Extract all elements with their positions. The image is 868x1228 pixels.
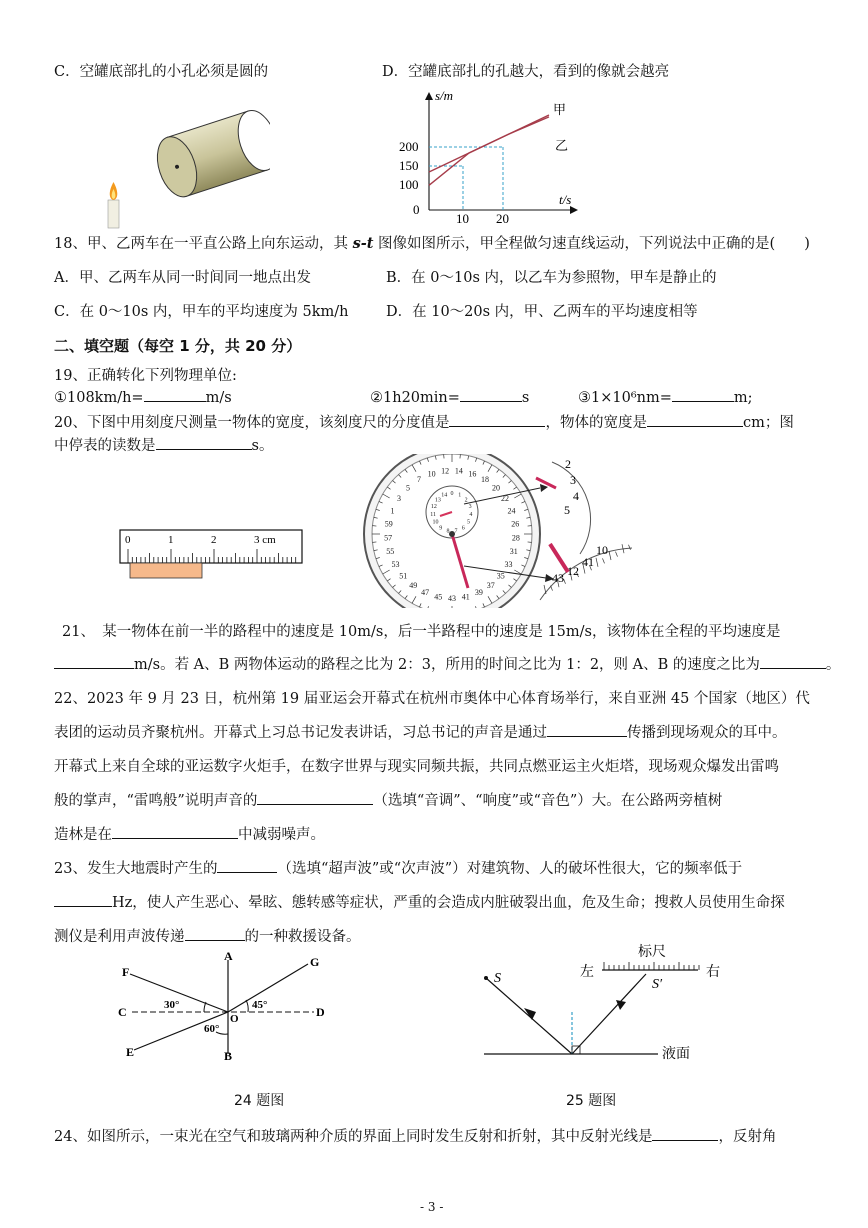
dial-number: 51: [399, 571, 408, 581]
angle-45: 45°: [252, 999, 268, 1011]
dial-number: 41: [461, 592, 470, 602]
answer-blank[interactable]: [144, 387, 206, 402]
scale-left: 左: [580, 965, 594, 980]
subdial-number: 6: [461, 525, 465, 532]
zoom1-label-3: 3: [570, 473, 576, 487]
figure-24-caption: 24 题图: [234, 1093, 285, 1109]
ruler-illustration: [118, 527, 308, 583]
q23-line2: Hz，使人产生恶心、晕眩、態转感等症状，严重的会造成内脏破裂出血，危及生命；搜救人员使用生命探: [54, 891, 785, 912]
zoom-tick: [616, 552, 618, 557]
q22-line2: 表团的运动员齐聚杭州。开幕式上习总书记发表讲话，习总书记的声音是通过 传播到现场观众的耳中。: [54, 721, 787, 742]
ruler-label-1: 1: [168, 534, 174, 546]
ruler-label-2: 2: [211, 534, 217, 546]
q24-line1: 24、如图所示，一束光在空气和玻璃两种介质的界面上同时发生反射和折射，其中反射光线是 ，反射角: [54, 1125, 776, 1146]
dial-number: 10: [427, 469, 436, 479]
label-D: D: [316, 1005, 325, 1019]
label-O: O: [230, 1013, 239, 1025]
x-tick-10: 10: [456, 211, 469, 226]
label-S: S: [494, 971, 501, 986]
zoom2-label-12: 12: [567, 564, 579, 578]
q22-line4: 般的掌声，“雷鸣般”说明声音的 （选填“音调”、“响度”或“音色”）大。在公路两旁植树: [54, 789, 722, 810]
page-number: - 3 -: [420, 1200, 444, 1214]
y-tick-150: 150: [399, 158, 419, 173]
answer-blank[interactable]: [460, 387, 522, 402]
q21-line1: 21、 某一物体在前一半的路程中的速度是 10m/s，后一半路程中的速度是 15m/s，该物体在全程的平均速度是: [62, 624, 781, 640]
dial-number: 47: [421, 588, 430, 598]
dial-number: 5: [406, 483, 410, 493]
zoom1-label-2: 2: [565, 457, 571, 471]
subdial-number: 3: [468, 504, 472, 511]
q18-stem: 18、甲、乙两车在一平直公路上向东运动，其 s-t 图像如图所示，甲全程做匀速直线运动，下列说法中正确的是( ): [54, 235, 810, 252]
answer-blank[interactable]: [217, 858, 277, 873]
figure-25-optics: [480, 942, 740, 1062]
x-axis-label: t/s: [559, 192, 572, 207]
y-tick-100: 100: [399, 177, 419, 192]
answer-blank[interactable]: [112, 824, 238, 839]
series-jia-line: [429, 117, 549, 185]
subdial-number: 4: [469, 512, 473, 518]
dial-number: 35: [496, 571, 505, 581]
subdial-number: 8: [446, 528, 450, 535]
q20-line2: 中停表的读数是 s。: [54, 434, 273, 455]
zoom-tick: [609, 551, 611, 560]
dial-number: 12: [441, 466, 450, 476]
subdial-number: 10: [432, 519, 439, 526]
dial-number: 1: [390, 506, 395, 516]
subdial-number: 5: [467, 519, 470, 526]
section-title: 二、填空题（每空 1 分，共 20 分）: [54, 337, 302, 355]
q17-option-d: D．空罐底部扎的孔越大，看到的像就会越亮: [382, 64, 670, 80]
dial-number: 20: [492, 483, 500, 493]
label-B: B: [224, 1049, 233, 1060]
q18-option-c: C．在 0～10s 内，甲车的平均速度为 5km/h: [54, 304, 349, 320]
answer-blank[interactable]: [449, 412, 545, 427]
dial-number: 59: [384, 519, 393, 529]
zoom-tick: [603, 558, 605, 563]
angle-30: 30°: [164, 999, 180, 1011]
dial-number: 22: [501, 494, 509, 504]
series-yi-label: 乙: [555, 138, 569, 153]
angle-60: 60°: [204, 1023, 220, 1035]
zoom1-label-4: 4: [573, 489, 579, 503]
x-tick-20: 20: [496, 211, 509, 226]
ruler-label-3: 3 cm: [254, 534, 276, 546]
q19-part3: ③1×10⁶nm= m;: [578, 387, 753, 406]
scale-title: 标尺: [638, 945, 666, 960]
dial-number: 31: [509, 547, 518, 557]
dial-number: 45: [434, 592, 443, 602]
dial-number: 7: [417, 475, 421, 485]
zoom2-label-41: 41: [582, 555, 594, 569]
dial-number: 28: [511, 533, 520, 543]
subdial-number: 9: [439, 525, 443, 532]
q18-option-d: D．在 10～20s 内，甲、乙两车的平均速度相等: [386, 304, 698, 320]
answer-blank[interactable]: [185, 926, 245, 941]
answer-blank[interactable]: [257, 790, 373, 805]
y-tick-200: 200: [399, 139, 419, 154]
q18-option-b: B．在 0～10s 内，以乙车为参照物，甲车是静止的: [386, 270, 717, 286]
subdial-number: 13: [434, 497, 441, 504]
answer-blank[interactable]: [54, 654, 134, 669]
scale-right: 右: [706, 965, 720, 980]
zoom1-label-5: 5: [564, 503, 570, 517]
figure-24-optics: [112, 950, 332, 1060]
answer-blank[interactable]: [54, 892, 112, 907]
dial-number: 55: [386, 547, 395, 557]
subdial-number: 12: [430, 504, 437, 511]
q23-line3: 测仪是利用声波传递 的一种救援设备。: [54, 925, 361, 946]
q20-line1: 20、下图中用刻度尺测量一物体的宽度，该刻度尺的分度值是 ，物体的宽度是 cm；图: [54, 411, 794, 432]
y-axis-label: s/m: [435, 88, 454, 103]
dial-number: 57: [384, 533, 393, 543]
dial-number: 39: [474, 588, 483, 598]
q19-stem: 19、正确转化下列物理单位:: [54, 368, 237, 384]
zoom-tick: [629, 545, 631, 550]
q22-line3: 开幕式上来自全球的亚运数字火炬手，在数字世界与现实同频共振，共同点燃亚运主火炬塔，现场观众爆发出雷鸣: [54, 759, 779, 775]
y-tick-0: 0: [413, 202, 420, 217]
answer-blank[interactable]: [672, 387, 734, 402]
st-graph: [395, 86, 595, 226]
zoom2-label-10: 10: [596, 543, 608, 557]
dial-number: 14: [454, 466, 463, 476]
stopwatch-illustration: [360, 454, 650, 608]
dial-number: 24: [507, 506, 516, 516]
q19-part2: ②1h20min= s: [370, 387, 529, 406]
subdial-number: 0: [450, 491, 454, 497]
dial-number: 3: [397, 494, 401, 504]
dial-number: 18: [481, 475, 489, 485]
liquid-surface-label: 液面: [662, 1047, 690, 1062]
dial-number: 16: [468, 469, 477, 479]
dial-number: 26: [511, 519, 520, 529]
q23-line1: 23、发生大地震时产生的 （选填“超声波”或“次声波”）对建筑物、人的破坏性很大，它的频率低于: [54, 857, 742, 878]
subdial-number: 14: [441, 492, 448, 499]
label-E: E: [126, 1045, 135, 1059]
label-S-prime: S′: [652, 977, 663, 992]
answer-blank[interactable]: [156, 435, 252, 450]
label-G: G: [310, 955, 320, 969]
dial-number: 53: [391, 560, 400, 569]
ruler-label-0: 0: [125, 534, 131, 546]
q18-option-a: A．甲、乙两车从同一时间同一地点出发: [54, 270, 311, 286]
label-C: C: [118, 1005, 127, 1019]
q21-line2: m/s。若 A、B 两物体运动的路程之比为 2：3，所用的时间之比为 1：2，则 A、B 的速度之比为 。: [54, 653, 840, 674]
label-A: A: [224, 950, 233, 963]
subdial-number: 1: [458, 492, 462, 499]
series-jia-label: 甲: [553, 102, 567, 117]
series-yi-line: [429, 115, 549, 172]
can-candle-illustration: [100, 100, 270, 230]
q19-part1: ①108km/h= m/s: [54, 387, 232, 406]
subdial-number: 7: [454, 528, 458, 535]
q17-option-c: C．空罐底部扎的小孔必须是圆的: [54, 64, 269, 80]
q22-line1: 22、2023 年 9 月 23 日，杭州第 19 届亚运会开幕式在杭州市奥体中心体育场举行，来自亚洲 45 个国家（地区）代: [54, 691, 810, 707]
label-F: F: [122, 965, 130, 979]
zoom-tick: [596, 558, 598, 567]
dial-number: 33: [504, 560, 513, 569]
dial-number: 49: [409, 580, 418, 590]
dial-number: 37: [486, 580, 495, 590]
zoom2-label-43: 43: [552, 571, 564, 585]
subdial-number: 2: [464, 497, 468, 504]
dial-number: 43: [448, 594, 456, 603]
answer-blank[interactable]: [547, 722, 627, 737]
answer-blank[interactable]: [760, 654, 826, 669]
subdial-number: 11: [430, 512, 436, 518]
answer-blank[interactable]: [652, 1126, 718, 1141]
q22-line5: 造林是在 中减弱噪声。: [54, 823, 325, 844]
figure-25-caption: 25 题图: [566, 1093, 617, 1109]
answer-blank[interactable]: [647, 412, 743, 427]
